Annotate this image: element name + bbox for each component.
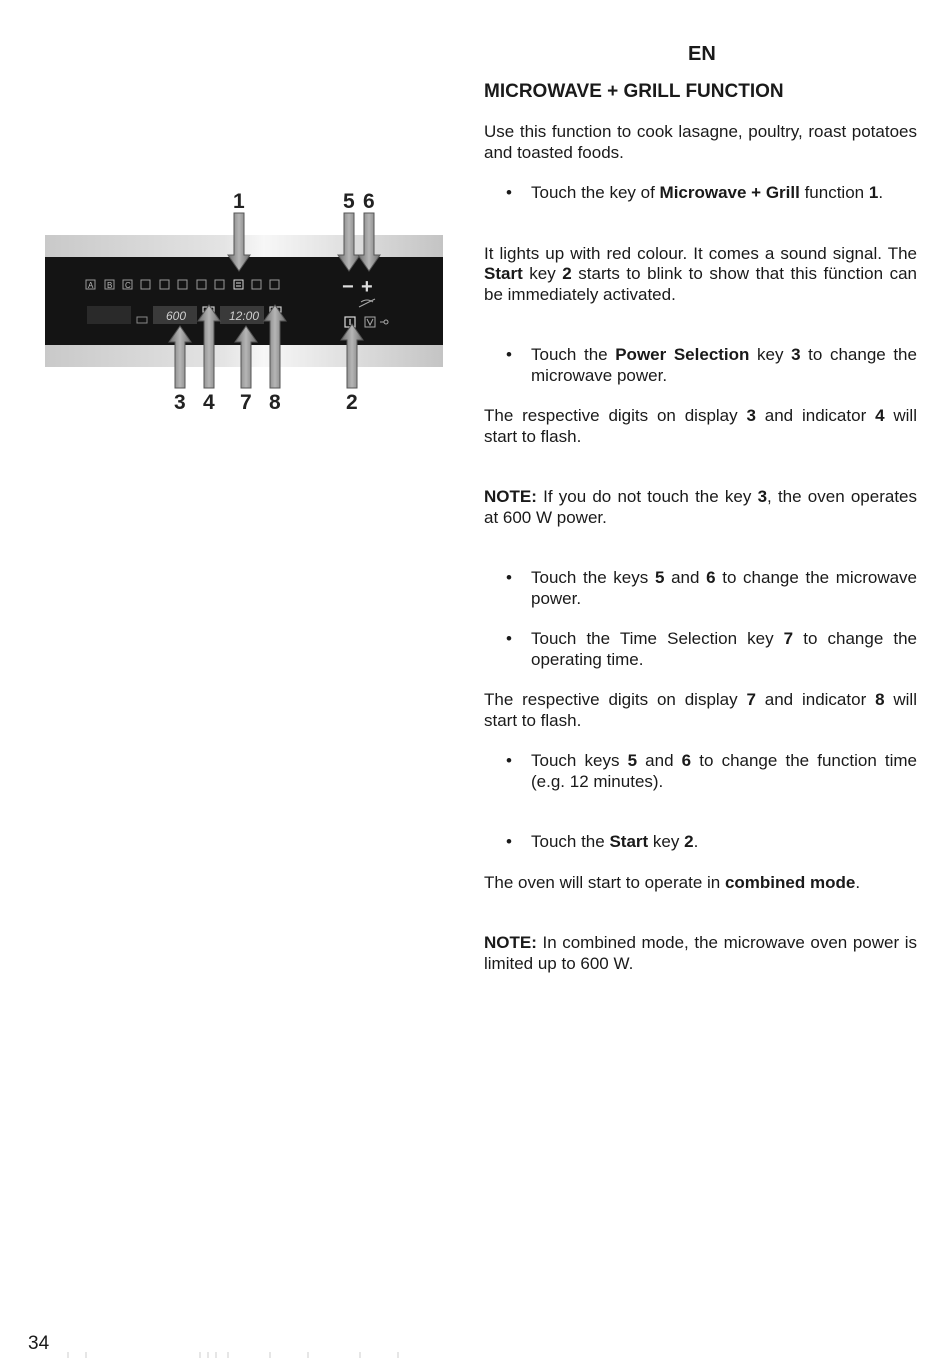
program-letter-a: A: [88, 281, 94, 290]
language-code: EN: [688, 43, 716, 65]
bullet-change-power: • Touch the keys 5 and 6 to change the microwave power.: [484, 568, 917, 609]
callout-2: 2: [346, 391, 358, 414]
callout-8: 8: [269, 391, 281, 414]
minus-key[interactable]: −: [342, 276, 354, 298]
light-signal-paragraph: It lights up with red colour. It comes a sound signal. The Start key 2 starts to blink to show that this fünction can be immediately activated.: [484, 243, 917, 304]
callout-4: 4: [203, 391, 215, 414]
instructions-column: [484, 122, 917, 974]
power-display-value: 600: [166, 309, 187, 323]
callout-6: 6: [363, 190, 375, 213]
intro-paragraph: Use this function to cook lasagne, poultry, roast potatoes and toasted foods.: [484, 122, 917, 162]
footer-tick-marks: [60, 1352, 420, 1358]
combined-mode-paragraph: The oven will start to operate in combined mode.: [484, 872, 861, 892]
bullet-time-selection: • Touch the Time Selection key 7 to change the operating time.: [484, 629, 917, 670]
program-letter-b: B: [107, 281, 113, 290]
section-title: MICROWAVE + GRILL FUNCTION: [484, 81, 784, 102]
callout-3: 3: [174, 391, 186, 414]
bullet-change-time: • Touch keys 5 and 6 to change the function time (e.g. 12 minutes).: [484, 751, 917, 792]
left-display: [87, 306, 131, 324]
callout-5: 5: [343, 190, 355, 213]
plus-key[interactable]: +: [361, 276, 373, 298]
program-letter-c: C: [125, 281, 131, 290]
page-number: 34: [28, 1333, 50, 1354]
bullet-power-selection: • Touch the Power Selection key 3 to change the microwave power.: [484, 345, 917, 386]
note-combined-mode: NOTE: In combined mode, the microwave oven power is limited up to 600 W.: [484, 933, 917, 973]
control-panel-diagram: [45, 185, 445, 415]
time-flash-paragraph: The respective digits on display 7 and indicator 8 will start to flash.: [484, 690, 917, 730]
bullet-start-key: • Touch the Start key 2.: [484, 832, 917, 853]
note-default-power: NOTE: If you do not touch the key 3, the oven operates at 600 W power.: [484, 487, 918, 527]
bullet-microwave-grill-key: • Touch the key of Microwave + Grill function 1.: [484, 183, 917, 204]
time-display-value: 12:00: [229, 309, 260, 323]
power-flash-paragraph: The respective digits on display 3 and indicator 4 will start to flash.: [484, 406, 917, 446]
callout-7: 7: [240, 391, 252, 414]
callout-1: 1: [233, 190, 245, 213]
